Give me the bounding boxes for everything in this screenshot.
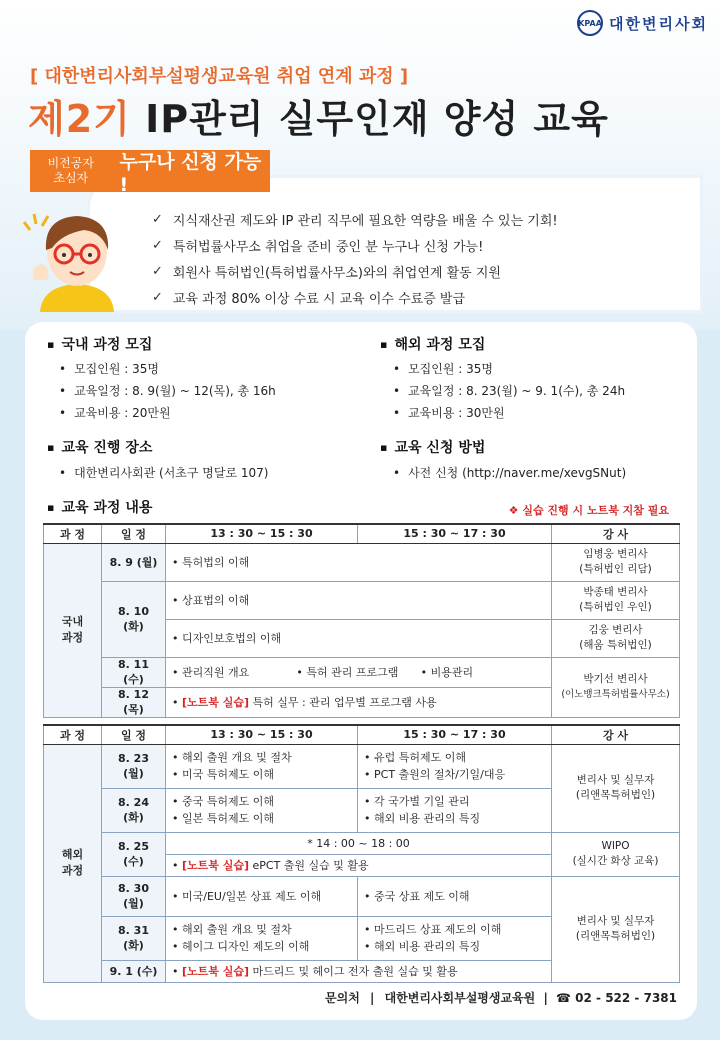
lecturer-cell: WIPO (실시간 화상 교육) — [552, 832, 680, 876]
col-pm: 15 : 30 ~ 17 : 30 — [358, 524, 552, 543]
table-row — [44, 657, 680, 687]
student-illustration — [22, 200, 132, 312]
footer-separator: | — [369, 991, 375, 1005]
overseas-schedule-table — [43, 724, 680, 983]
course-cell: 해외 과정 — [44, 744, 102, 982]
benefit-item: ✓ 특허법률사무소 취업을 준비 중인 분 누구나 신청 가능! — [152, 237, 484, 255]
seal-icon: KPAA — [577, 10, 603, 36]
date-cell: 9. 1 (수) — [102, 960, 166, 982]
time-note-cell: * 14 : 00 ~ 18 : 00 — [166, 832, 552, 854]
org-logo — [577, 10, 708, 36]
session-cell: • [노트북 실습] 마드리드 및 헤이그 전자 출원 실습 및 활용 — [166, 960, 552, 982]
venue-item: • 대한변리사회관 (서초구 명달로 107) — [59, 464, 269, 481]
lecturer-cell: 변리사 및 실무자 (리앤목특허법인) — [552, 744, 680, 832]
lecturer-cell: 김웅 변리사 (해움 특허법인) — [552, 619, 680, 657]
table-row — [44, 744, 680, 788]
domestic-item: • 교육비용 : 20만원 — [59, 404, 171, 421]
col-pm: 15 : 30 ~ 17 : 30 — [358, 725, 552, 744]
domestic-item: • 모집인원 : 35명 — [59, 360, 159, 377]
lecturer-cell: 변리사 및 실무자 (리앤목특허법인) — [552, 876, 680, 982]
overseas-item: • 교육비용 : 30만원 — [393, 404, 505, 421]
info-panel — [25, 322, 697, 1020]
table-row — [44, 876, 680, 916]
benefit-item: ✓ 지식재산권 제도와 IP 관리 직무에 필요한 역량을 배울 수 있는 기회! — [152, 211, 558, 229]
check-icon: ✓ — [152, 263, 163, 279]
page-title — [28, 88, 609, 143]
session-cell: • 중국 상표 제도 이해 — [358, 876, 552, 916]
session-cell: • 해외 출원 개요 및 절차 • 미국 특허제도 이해 — [166, 744, 358, 788]
contact-footer — [325, 989, 677, 1006]
session-cell: • 디자인보호법의 이해 — [166, 619, 552, 657]
date-cell: 8. 23 (월) — [102, 744, 166, 788]
session-cell: • 중국 특허제도 이해 • 일본 특허제도 이해 — [166, 788, 358, 832]
session-cell: • 유럽 특허제도 이해 • PCT 출원의 절차/기일/대응 — [358, 744, 552, 788]
eligibility-tag — [30, 150, 270, 196]
date-cell: 8. 31 (화) — [102, 916, 166, 960]
col-am: 13 : 30 ~ 15 : 30 — [166, 524, 358, 543]
table-header-row — [44, 524, 680, 543]
contact-label: 문의처 — [325, 991, 360, 1005]
session-cell: • 해외 출원 개요 및 절차 • 헤이그 디자인 제도의 이해 — [166, 916, 358, 960]
session-cell: • 상표법의 이해 — [166, 581, 552, 619]
lecturer-cell: 임병웅 변리사 (특허법인 리담) — [552, 543, 680, 581]
table-row — [44, 543, 680, 581]
date-cell: 8. 24 (화) — [102, 788, 166, 832]
date-cell: 8. 10 (화) — [102, 581, 166, 657]
overseas-heading: ▪ 해외 과정 모집 — [380, 334, 485, 354]
tag-main: 누구나 신청 가능 ! — [119, 150, 262, 196]
subtitle: [ 대한변리사회부설평생교육원 취업 연계 과정 ] — [30, 66, 409, 87]
org-name: 대한변리사회 — [609, 14, 708, 33]
domestic-schedule-table — [43, 523, 680, 718]
check-icon: ✓ — [152, 289, 163, 305]
lecturer-cell: 박종태 변리사 (특허법인 우인) — [552, 581, 680, 619]
col-am: 13 : 30 ~ 15 : 30 — [166, 725, 358, 744]
session-cell: • 특허법의 이해 — [166, 543, 552, 581]
overseas-item: • 교육일정 : 8. 23(월) ~ 9. 1(수), 총 24h — [393, 382, 625, 399]
contact-phone[interactable]: 02 - 522 - 7381 — [575, 991, 677, 1005]
date-cell: 8. 30 (월) — [102, 876, 166, 916]
phone-icon: ☎ — [556, 991, 571, 1005]
domestic-item: • 교육일정 : 8. 9(월) ~ 12(목), 총 16h — [59, 382, 276, 399]
col-lecturer: 강 사 — [552, 524, 680, 543]
date-cell: 8. 9 (월) — [102, 543, 166, 581]
session-cell: • 미국/EU/일본 상표 제도 이해 — [166, 876, 358, 916]
session-cell: • 관리직원 개요 • 특허 관리 프로그램 • 비용관리 — [166, 657, 552, 687]
col-course: 과 정 — [44, 725, 102, 744]
overseas-item: • 모집인원 : 35명 — [393, 360, 493, 377]
session-cell: • 각 국가별 기일 관리 • 해외 비용 관리의 특징 — [358, 788, 552, 832]
apply-heading: ▪ 교육 신청 방법 — [380, 437, 485, 457]
check-icon: ✓ — [152, 211, 163, 227]
col-date: 일 정 — [102, 725, 166, 744]
benefit-item: ✓ 회원사 특허법인(특허법률사무소)와의 취업연계 활동 지원 — [152, 263, 501, 281]
benefit-item: ✓ 교육 과정 80% 이상 수료 시 교육 이수 수료증 발급 — [152, 289, 466, 307]
table-row — [44, 832, 680, 854]
check-icon: ✓ — [152, 237, 163, 253]
table-row — [44, 581, 680, 619]
col-lecturer: 강 사 — [552, 725, 680, 744]
contact-org: 대한변리사회부설평생교육원 — [384, 991, 536, 1005]
session-cell: • 마드리드 상표 제도의 이해 • 해외 비용 관리의 특징 — [358, 916, 552, 960]
title-main: IP관리 실무인재 양성 교육 — [130, 97, 609, 141]
date-cell: 8. 25 (수) — [102, 832, 166, 876]
table-header-row — [44, 725, 680, 744]
laptop-note: ❖ 실습 진행 시 노트북 지참 필요 — [508, 504, 669, 517]
date-cell: 8. 12 (목) — [102, 687, 166, 717]
session-cell: • [노트북 실습] 특허 실무 : 관리 업무별 프로그램 사용 — [166, 687, 552, 717]
col-date: 일 정 — [102, 524, 166, 543]
tag-small-2: 초심자 — [53, 171, 89, 185]
title-generation: 제2기 — [28, 97, 131, 141]
domestic-heading: ▪ 국내 과정 모집 — [47, 334, 152, 354]
footer-separator: | — [543, 991, 548, 1005]
benefits-box — [90, 178, 700, 310]
lecturer-cell: 박기선 변리사 (이노뱅크특허법률사무소) — [552, 657, 680, 717]
course-cell: 국내 과정 — [44, 543, 102, 717]
col-course: 과 정 — [44, 524, 102, 543]
apply-link[interactable]: • 사전 신청 (http://naver.me/xevgSNut) — [393, 464, 626, 481]
session-cell: • [노트북 실습] ePCT 출원 실습 및 활용 — [166, 854, 552, 876]
tag-small-1: 비전공자 — [47, 156, 94, 170]
date-cell: 8. 11 (수) — [102, 657, 166, 687]
content-heading: ▪ 교육 과정 내용 — [47, 497, 152, 517]
venue-heading: ▪ 교육 진행 장소 — [47, 437, 152, 457]
